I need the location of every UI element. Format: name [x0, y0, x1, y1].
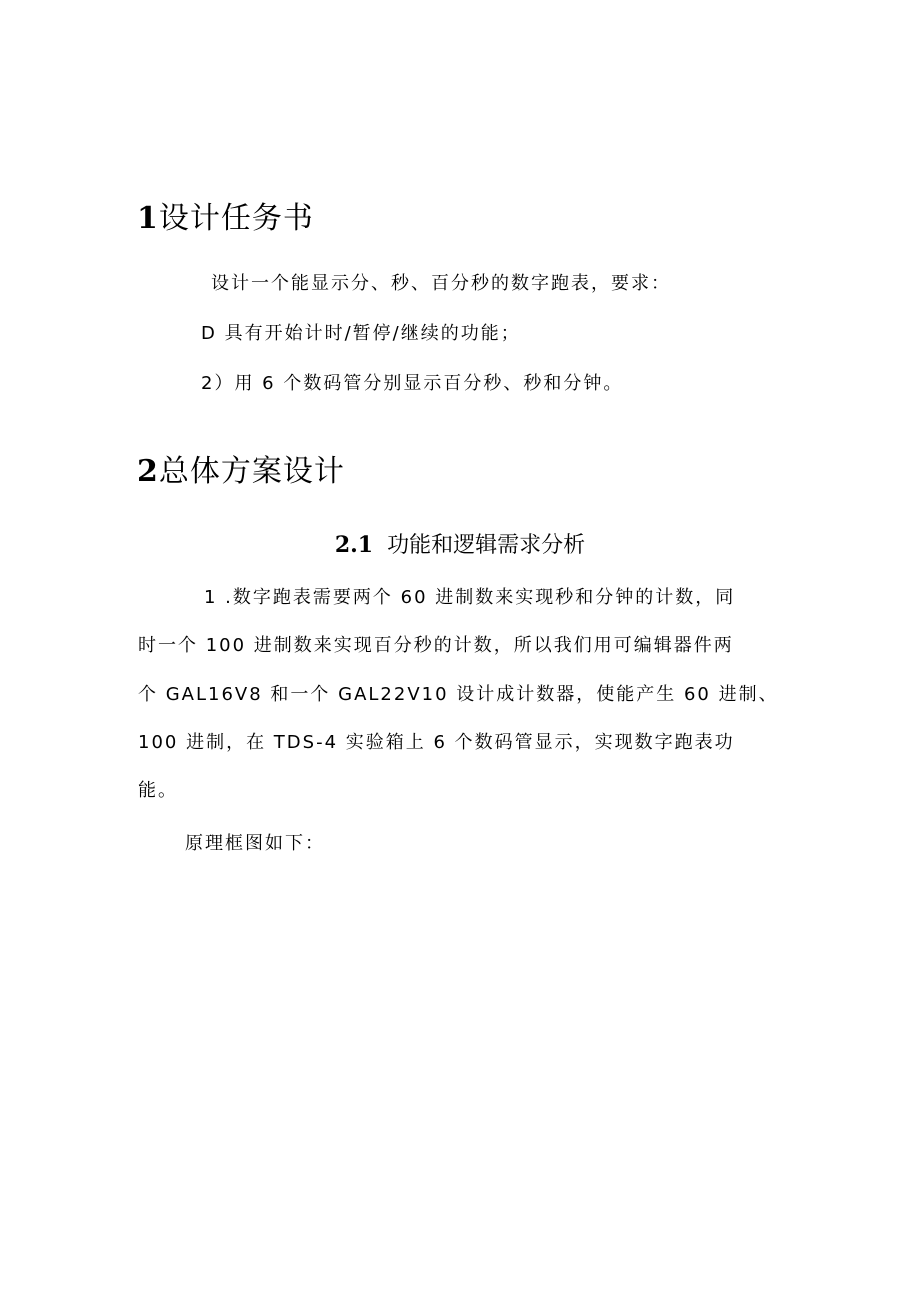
analysis-line-3: 个 GAL16V8 和一个 GAL22V10 设计成计数器，使能产生 60 进制、 — [138, 684, 779, 705]
requirement-2: 2）用 6 个数码管分别显示百分秒、秒和分钟。 — [201, 373, 624, 394]
section-2-heading — [137, 452, 345, 492]
section-1-number: 1 — [137, 201, 159, 236]
analysis-line-1: 1 .数字跑表需要两个 60 进制数来实现秒和分钟的计数，同 — [204, 587, 736, 608]
analysis-line-2: 时一个 100 进制数来实现百分秒的计数，所以我们用可编辑器件两 — [138, 635, 734, 656]
requirement-1: D 具有开始计时/暂停/继续的功能； — [201, 323, 521, 344]
analysis-line-5: 能。 — [138, 780, 178, 801]
subsection-2-1-heading — [0, 530, 920, 561]
section-1-title: 设计任务书 — [158, 201, 314, 236]
subsection-2-1-number: 2.1 — [334, 532, 374, 558]
task-intro: 设计一个能显示分、秒、百分秒的数字跑表，要求： — [211, 273, 671, 294]
analysis-line-4: 100 进制，在 TDS-4 实验箱上 6 个数码管显示，实现数字跑表功 — [138, 732, 735, 753]
section-2-title: 总体方案设计 — [158, 454, 345, 489]
section-2-number: 2 — [137, 454, 159, 489]
section-1-heading — [137, 199, 314, 239]
subsection-2-1-title: 功能和逻辑需求分析 — [387, 533, 586, 558]
diagram-caption: 原理框图如下： — [185, 833, 325, 854]
